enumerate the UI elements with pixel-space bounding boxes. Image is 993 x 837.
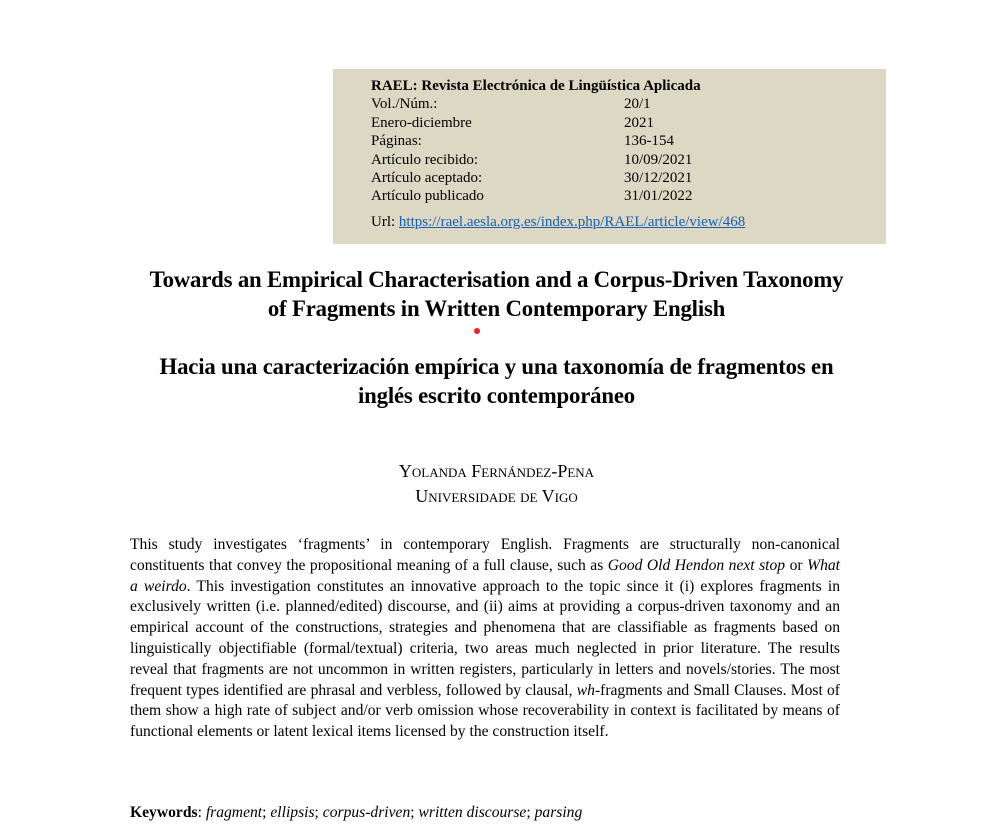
abstract-text: This study investigates ‘fragments’ in contemporary English. Fragments are structurally non-canonical constituents that convey the propositional meaning of a full clause, such as: [130, 536, 840, 574]
info-label: Artículo recibido:: [371, 151, 479, 168]
info-label: Vol./Núm.:: [371, 96, 438, 113]
info-row-pages: [371, 132, 886, 150]
keyword-delim: ;: [314, 804, 323, 821]
info-url-row: [371, 213, 886, 231]
keyword: fragment: [205, 804, 263, 821]
title-spanish-line1: Hacia una caracterización empírica y una taxonomía de fragmentos en: [159, 354, 834, 380]
title-spanish: [73, 353, 920, 411]
info-value: 30/12/2021: [624, 170, 693, 187]
keywords-sep: :: [197, 804, 206, 821]
author-affiliation: Universidade de Vigo: [415, 486, 578, 506]
info-row-accepted: [371, 169, 886, 187]
keyword-delim: ;: [526, 804, 535, 821]
red-dot-marker: [474, 328, 480, 334]
keywords: [130, 803, 840, 823]
author-name: Yolanda Fernández-Pena: [398, 461, 595, 481]
info-label: Enero-diciembre: [371, 114, 472, 131]
info-label: Artículo publicado: [371, 188, 484, 205]
info-value: 10/09/2021: [624, 151, 693, 168]
url-label: Url:: [371, 213, 399, 230]
keyword: parsing: [534, 804, 583, 821]
info-row-volume: [371, 95, 886, 113]
abstract-text: or: [785, 556, 808, 574]
article-url-link[interactable]: https://rael.aesla.org.es/index.php/RAEL/article/view/468: [398, 213, 746, 230]
info-value: 20/1: [624, 96, 651, 113]
info-row-received: [371, 151, 886, 169]
keyword-delim: ;: [262, 804, 271, 821]
journal-info-box: [333, 69, 886, 244]
info-row-period: [371, 114, 886, 132]
keyword: corpus-driven: [322, 804, 411, 821]
info-value: 136-154: [624, 133, 674, 150]
abstract-text: . This investigation constitutes an innovative approach to the topic since it (i) explores fragments in exclusively written (i.e. planned/edited) discourse, and (ii) aims at providing a corpus-driven taxonomy and an empirical account of the constructions, strategies and phenomena that are classifiable as fragments based on linguistically objectifiable (formal/textual) criteria, two areas much neglected in prior literature. The results reveal that fragments are not uncommon in written registers, particularly in letters and novels/stories. The most frequent types identified are phrasal and verbless, followed by clausal,: [130, 577, 840, 699]
abstract: [130, 535, 840, 743]
info-value: 31/01/2022: [624, 188, 693, 205]
keyword: written discourse: [418, 804, 527, 821]
abstract-term: wh: [576, 681, 595, 699]
journal-name: RAEL: Revista Electrónica de Lingüística Aplicada: [371, 78, 701, 94]
info-row-published: [371, 187, 886, 205]
title-english-line2: of Fragments in Written Contemporary English: [267, 296, 726, 322]
keyword-delim: ;: [410, 804, 419, 821]
title-english-line1: Towards an Empirical Characterisation and a Corpus-Driven Taxonomy: [149, 267, 844, 293]
keywords-label: Keywords: [130, 804, 198, 821]
info-label: Artículo aceptado:: [371, 170, 483, 187]
abstract-example: Good Old Hendon next stop: [607, 556, 786, 574]
keyword: ellipsis: [270, 804, 315, 821]
info-label: Páginas:: [371, 133, 422, 150]
abstract-example: What a weirdo: [130, 556, 840, 595]
abstract-text: -fragments and Small Clauses. Most of them show a high rate of subject and/or verb omission whose recoverability in context is facilitated by means of functional elements or latent lexical items licensed by the construction itself.: [130, 681, 841, 741]
title-english: [73, 266, 920, 324]
info-value: 2021: [624, 114, 654, 131]
title-spanish-line2: inglés escrito contemporáneo: [358, 383, 635, 409]
